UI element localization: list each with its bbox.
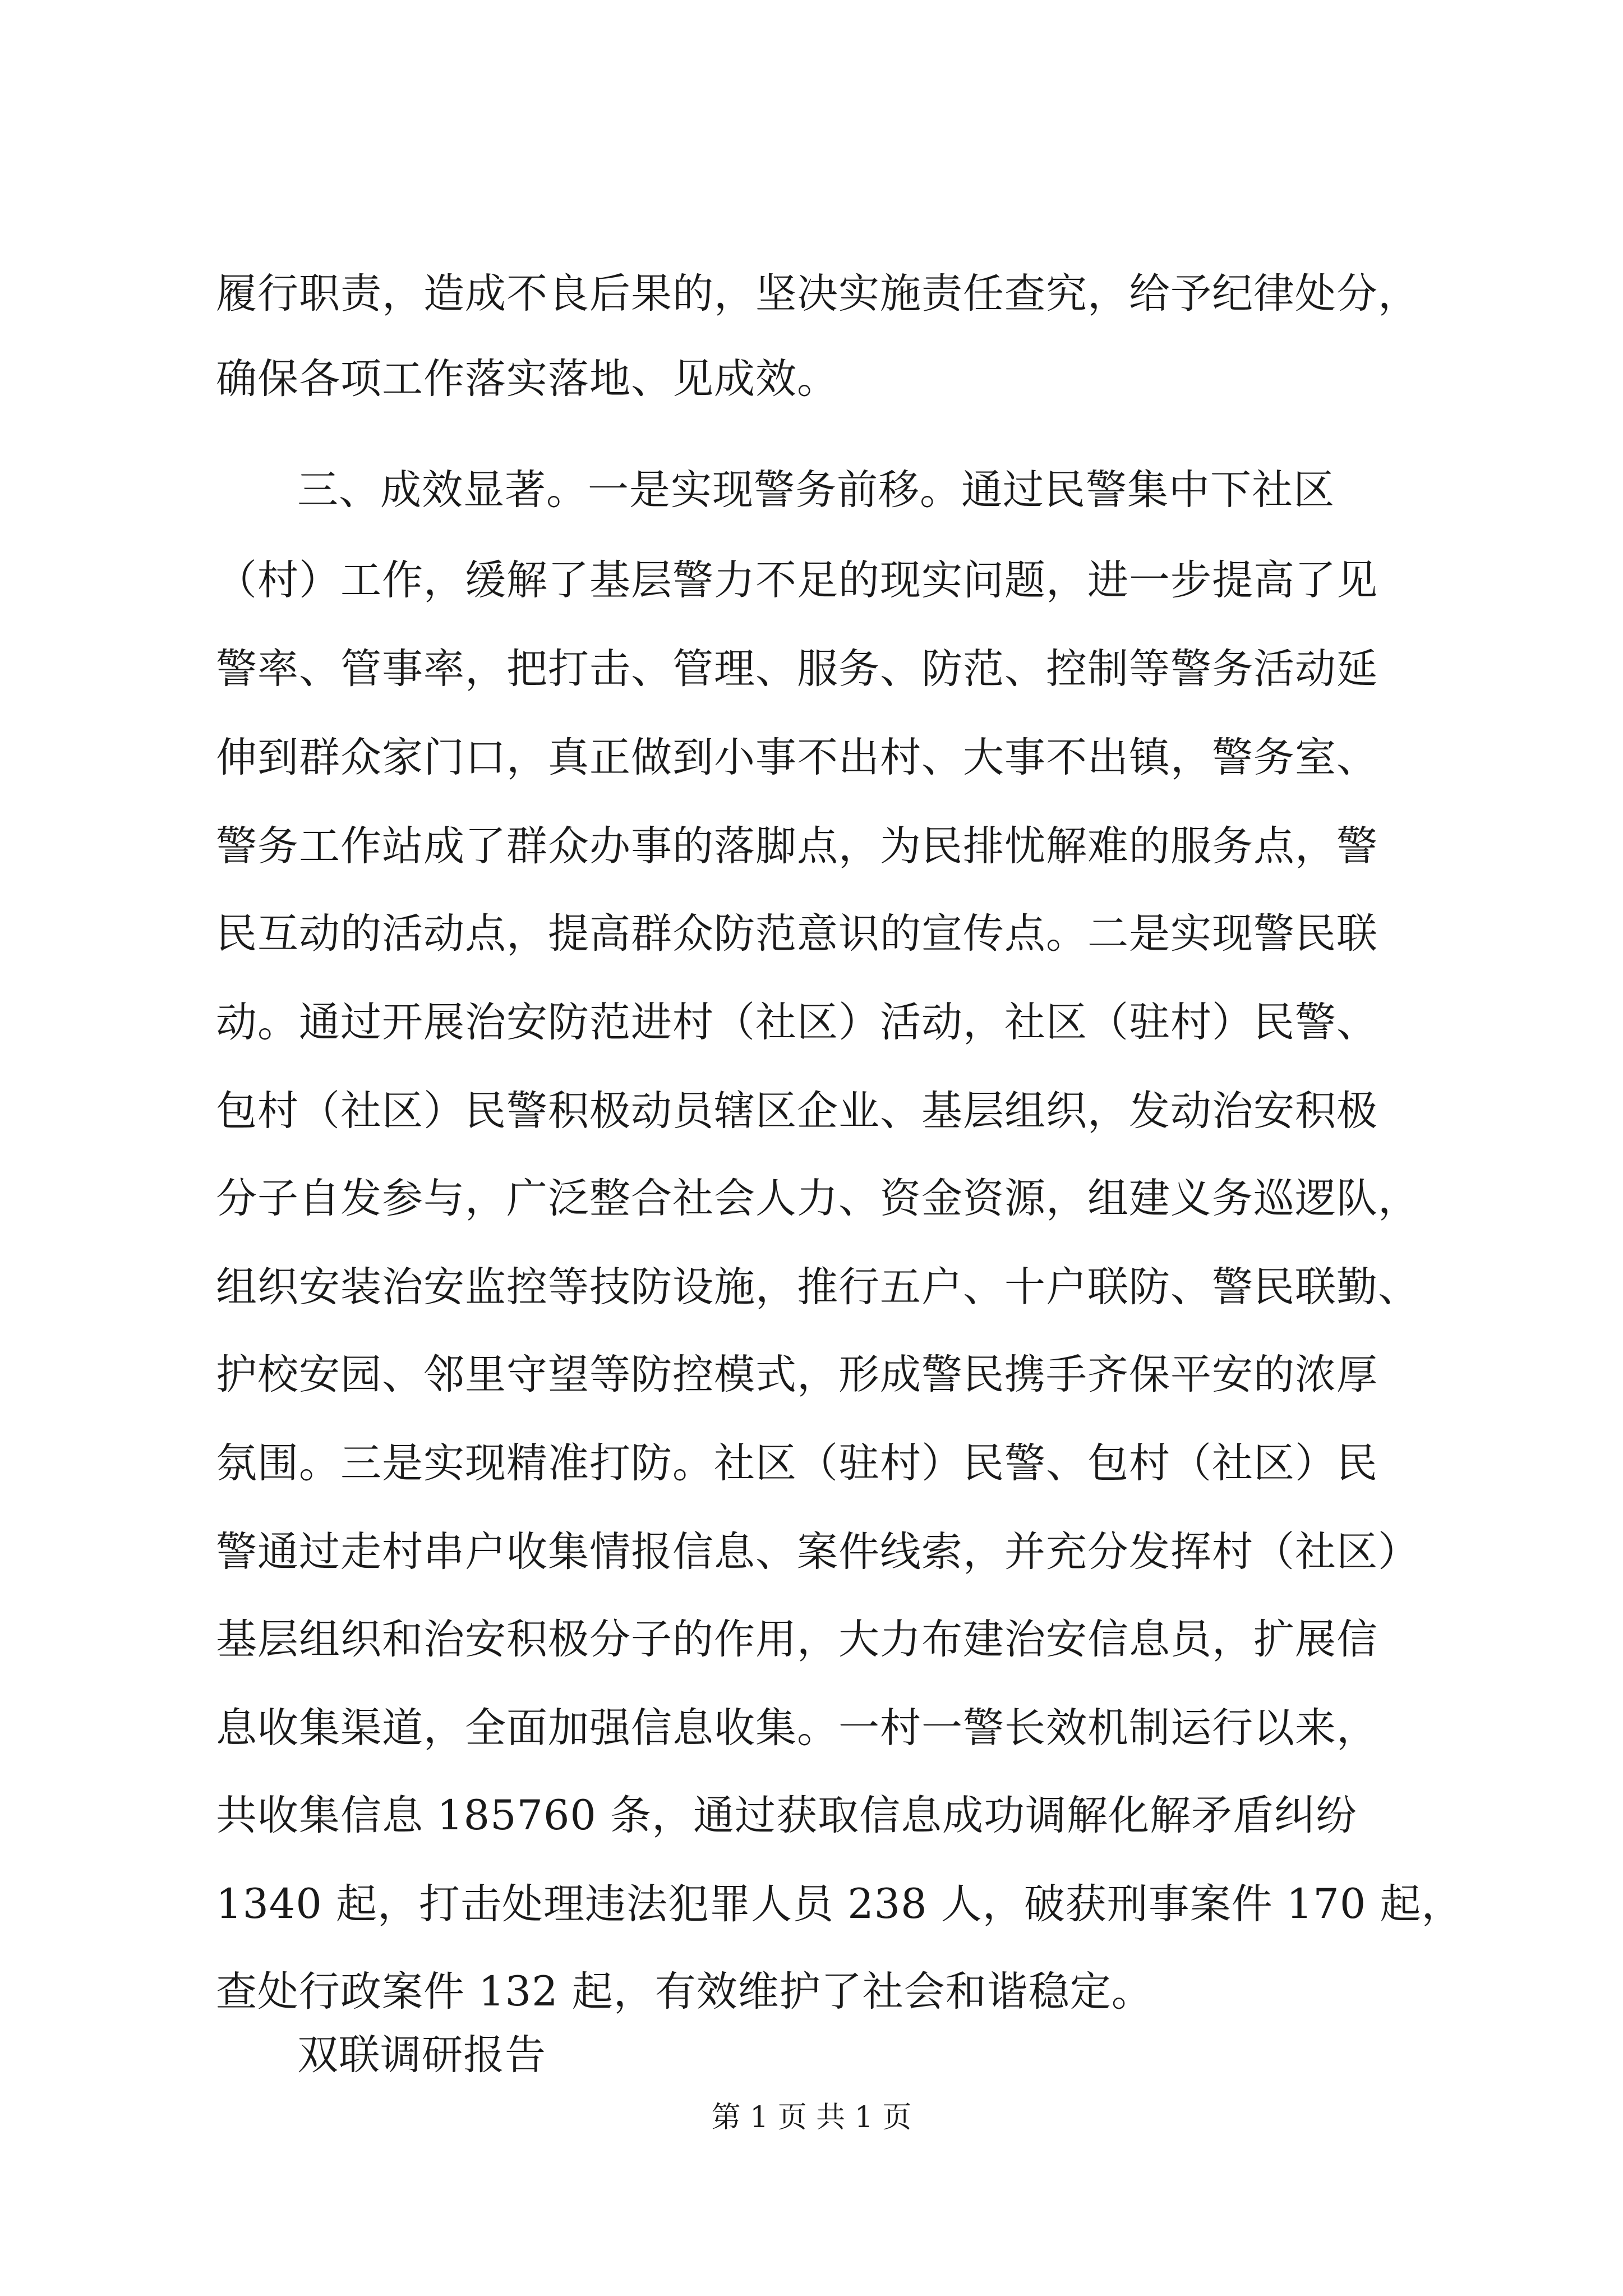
- paragraph-line-9: 动。通过开展治安防范进村（社区）活动，社区（驻村）民警、: [216, 999, 1378, 1046]
- paragraph-line-18: 共收集信息 185760 条，通过获取信息成功调解化解矛盾纠纷: [216, 1792, 1358, 1839]
- page-footer: 第 1 页 共 1 页: [711, 2101, 912, 2134]
- paragraph-line-7: 警务工作站成了群众办事的落脚点，为民排忧解难的服务点，警: [216, 822, 1378, 870]
- paragraph-line-8: 民互动的活动点，提高群众防范意识的宣传点。二是实现警民联: [216, 910, 1378, 958]
- paragraph-line-12: 组织安装治安监控等技防设施，推行五户、十户联防、警民联勤、: [216, 1263, 1419, 1311]
- paragraph-line-2: 确保各项工作落实落地、见成效。: [216, 355, 838, 403]
- paragraph-line-14: 氛围。三是实现精准打防。社区（驻村）民警、包村（社区）民: [216, 1439, 1378, 1487]
- paragraph-line-19: 1340 起，打击处理违法犯罪人员 238 人，破获刑事案件 170 起，: [216, 1880, 1463, 1928]
- paragraph-line-1: 履行职责，造成不良后果的，坚决实施责任查究，给予纪律处分，: [216, 270, 1419, 318]
- paragraph-line-16: 基层组织和治安积极分子的作用，大力布建治安信息员，扩展信: [216, 1616, 1378, 1663]
- paragraph-line-10: 包村（社区）民警积极动员辖区企业、基层组织，发动治安积极: [216, 1087, 1378, 1135]
- paragraph-line-15: 警通过走村串户收集情报信息、案件线索，并充分发挥村（社区）: [216, 1528, 1419, 1576]
- paragraph-line-4: （村）工作，缓解了基层警力不足的现实问题，进一步提高了见: [216, 556, 1378, 604]
- paragraph-line-5: 警率、管事率，把打击、管理、服务、防范、控制等警务活动延: [216, 645, 1378, 693]
- paragraph-line-6: 伸到群众家门口，真正做到小事不出村、大事不出镇，警务室、: [216, 734, 1378, 781]
- paragraph-line-20: 查处行政案件 132 起，有效维护了社会和谐稳定。: [216, 1968, 1153, 2016]
- report-title-line: 双联调研报告: [297, 2031, 546, 2079]
- paragraph-line-3: 三、成效显著。一是实现警务前移。通过民警集中下社区: [297, 466, 1335, 514]
- paragraph-line-13: 护校安园、邻里守望等防控模式，形成警民携手齐保平安的浓厚: [216, 1351, 1378, 1398]
- paragraph-line-11: 分子自发参与，广泛整合社会人力、资金资源，组建义务巡逻队，: [216, 1175, 1419, 1222]
- paragraph-line-17: 息收集渠道，全面加强信息收集。一村一警长效机制运行以来，: [216, 1704, 1378, 1752]
